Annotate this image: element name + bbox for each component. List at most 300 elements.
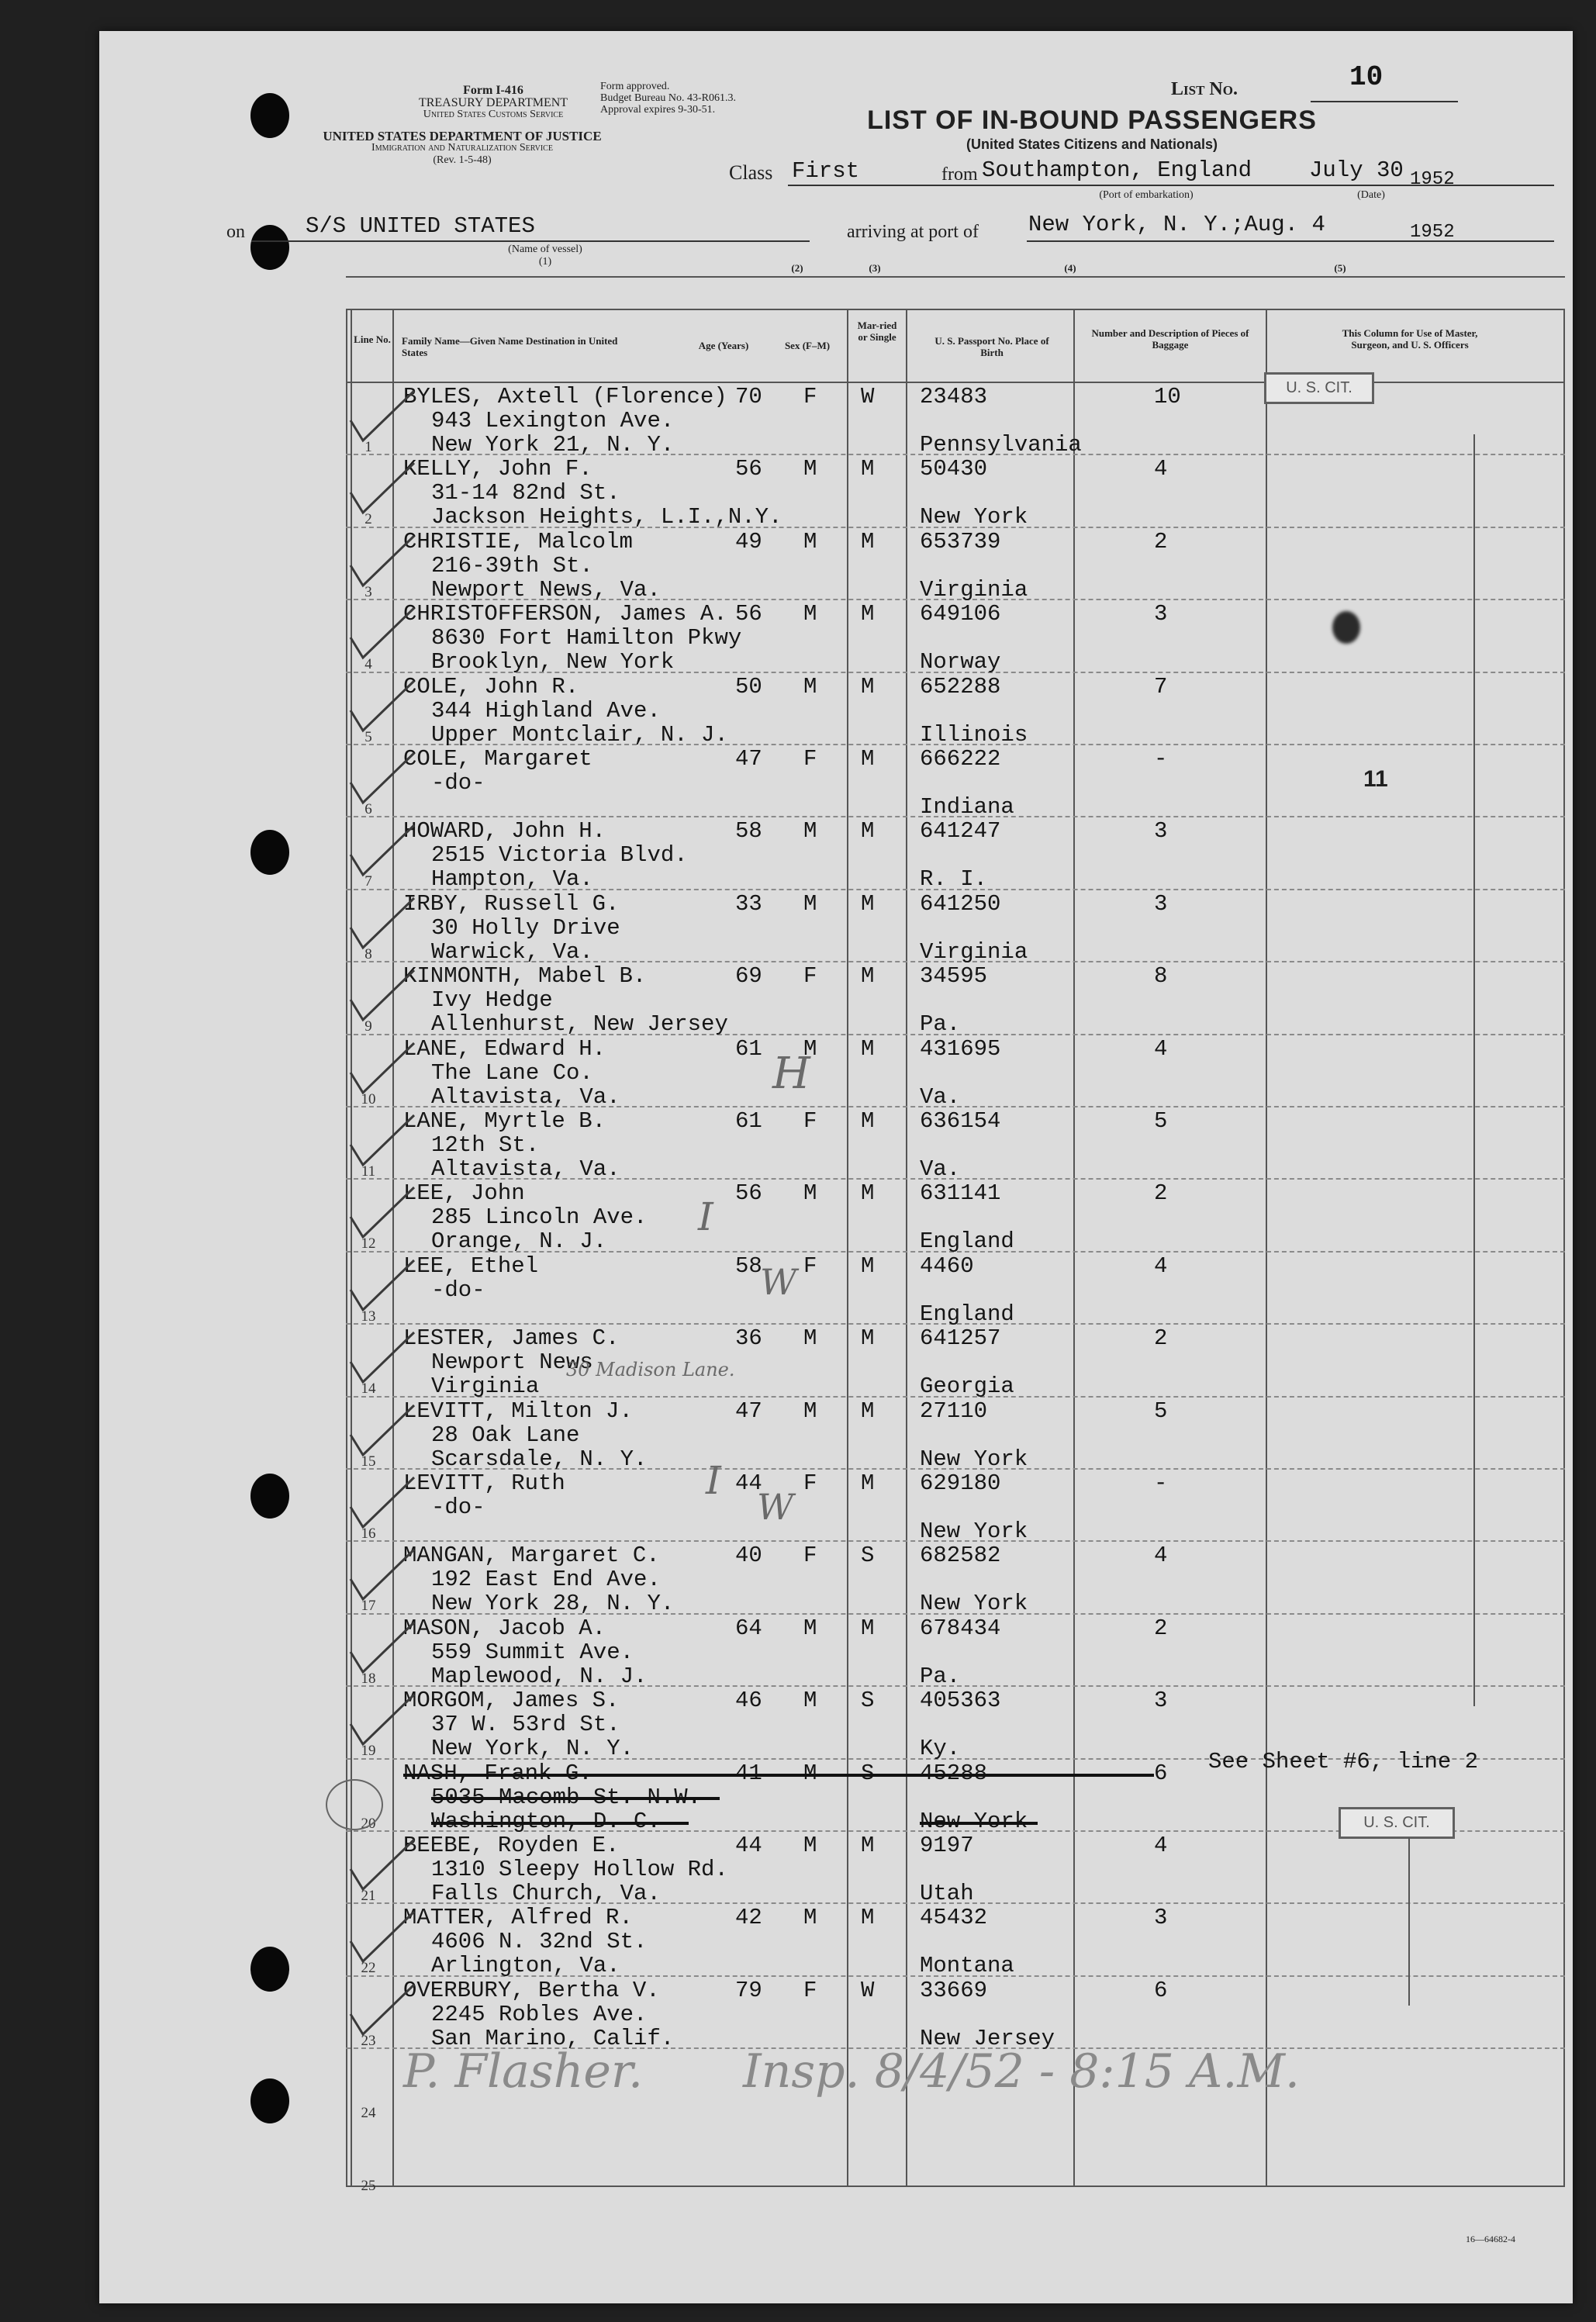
baggage-count: 10 xyxy=(1154,384,1181,409)
line-20-circle xyxy=(326,1779,383,1830)
address-line-2: Newport News, Va. xyxy=(431,576,661,603)
port-of-embarkation: Southampton, England xyxy=(982,157,1252,183)
address-line-1: 12th St. xyxy=(431,1132,540,1158)
checkmark-icon xyxy=(347,1404,417,1458)
passenger-sex: M xyxy=(803,456,817,482)
address-line-2: Arlington, Va. xyxy=(431,1953,620,1979)
arriving-label: arriving at port of xyxy=(847,222,979,242)
baggage-count: 3 xyxy=(1154,601,1168,627)
passenger-age: 56 xyxy=(735,601,762,627)
passenger-name: MORGOM, James S. xyxy=(403,1688,620,1714)
passport-number: 652288 xyxy=(920,673,1001,700)
inspection-timestamp: Insp. 8/4/52 - 8:15 A.M. xyxy=(743,2044,1300,2099)
marital-status: M xyxy=(861,1035,875,1062)
on-label: on xyxy=(226,222,245,242)
marital-status: M xyxy=(861,1180,875,1207)
passenger-sex: M xyxy=(803,890,817,917)
address-line-1: 192 East End Ave. xyxy=(431,1567,661,1593)
passenger-name: NASH, Frank G. xyxy=(403,1760,592,1786)
line-number: 7 xyxy=(364,873,372,890)
vessel-underline xyxy=(251,240,810,242)
stamp-guide-line xyxy=(1473,434,1475,1706)
passenger-sex: F xyxy=(803,1108,817,1134)
address-line-2: Maplewood, N. J. xyxy=(431,1663,648,1689)
see-sheet-note: See Sheet #6, line 2 xyxy=(1208,1749,1479,1774)
margin-mark: H xyxy=(772,1049,810,1099)
inspector-signature: P. Flasher. xyxy=(403,2044,644,2099)
us-citizen-stamp: U. S. CIT. xyxy=(1339,1807,1455,1839)
passenger-sex: F xyxy=(803,746,817,772)
address-line-2: New York, N. Y. xyxy=(431,1736,634,1762)
passenger-sex: M xyxy=(803,1905,817,1931)
arrival-underline xyxy=(1027,240,1554,242)
address-line-2: San Marino, Calif. xyxy=(431,2025,675,2051)
passenger-sex: M xyxy=(803,1688,817,1714)
col-number-4: (4) xyxy=(1064,262,1076,274)
passenger-age: 69 xyxy=(735,963,762,990)
passenger-sex: M xyxy=(803,528,817,555)
print-code: 16—64682-4 xyxy=(1466,2234,1515,2244)
passenger-name: CHRISTIE, Malcolm xyxy=(403,528,633,555)
approval-line: Approval expires 9-30-51. xyxy=(600,104,716,116)
place-of-birth: New York xyxy=(920,1591,1028,1617)
place-of-birth: R. I. xyxy=(920,866,988,893)
address-line-2: Brooklyn, New York xyxy=(431,649,675,676)
table-top-border xyxy=(346,276,1565,278)
place-of-birth: New York xyxy=(920,1519,1028,1544)
passenger-name: BYLES, Axtell (Florence) xyxy=(403,384,727,409)
baggage-count: 3 xyxy=(1154,1905,1168,1931)
marital-status: M xyxy=(861,1108,875,1134)
marital-status: M xyxy=(861,746,875,772)
us-citizen-stamp: U. S. CIT. xyxy=(1264,372,1374,404)
passport-number: 631141 xyxy=(920,1180,1001,1207)
header-line-no: Line No. xyxy=(354,333,391,345)
marital-status: M xyxy=(861,1253,875,1279)
passenger-sex: F xyxy=(803,384,817,409)
passport-number: 33669 xyxy=(920,1977,988,2003)
approval-line: Form approved. xyxy=(600,81,670,92)
passenger-age: 47 xyxy=(735,746,762,772)
passenger-age: 33 xyxy=(735,890,762,917)
passport-number: 636154 xyxy=(920,1108,1001,1134)
passport-number: 405363 xyxy=(920,1688,1001,1714)
justice-dept: UNITED STATES DEPARTMENT OF JUSTICE xyxy=(323,129,602,143)
checkmark-icon xyxy=(347,534,417,589)
baggage-count: 2 xyxy=(1154,1180,1168,1207)
place-of-birth: New Jersey xyxy=(920,2025,1055,2051)
header-baggage: Number and Description of Pieces of Baggage xyxy=(1091,327,1249,351)
page-subtitle: (United States Citizens and Nationals) xyxy=(966,136,1218,152)
passenger-sex: M xyxy=(803,1615,817,1641)
passenger-name: MASON, Jacob A. xyxy=(403,1615,606,1641)
passenger-name: LANE, Edward H. xyxy=(403,1035,606,1062)
address-line-2: Allenhurst, New Jersey xyxy=(431,1011,728,1038)
address-line-2: Falls Church, Va. xyxy=(431,1881,661,1906)
passenger-sex: M xyxy=(803,1398,817,1424)
list-no-underline xyxy=(1311,101,1458,102)
ins-service: Immigration and Naturalization Service xyxy=(371,142,553,154)
col-number-3: (3) xyxy=(869,262,881,274)
passport-number: 50430 xyxy=(920,456,988,482)
passport-number: 649106 xyxy=(920,601,1001,627)
place-of-birth: Pa. xyxy=(920,1011,961,1038)
marital-status: M xyxy=(861,1470,875,1496)
arrival-port-date: New York, N. Y.;Aug. 4 xyxy=(1028,212,1325,237)
passenger-age: 56 xyxy=(735,456,762,482)
baggage-count: 4 xyxy=(1154,1543,1168,1569)
checkmark-icon xyxy=(347,1186,417,1240)
passenger-age: 41 xyxy=(735,1760,762,1786)
checkmark-icon xyxy=(347,1621,417,1675)
line-number: 3 xyxy=(364,583,372,600)
from-underline xyxy=(980,185,1554,186)
header-age: Age (Years) xyxy=(698,340,749,351)
passport-number: 653739 xyxy=(920,528,1001,555)
address-line-2: Virginia xyxy=(431,1374,540,1400)
address-line-1: 2245 Robles Ave. xyxy=(431,2001,648,2027)
approval-line: Budget Bureau No. 43-R061.3. xyxy=(600,92,736,104)
passenger-sex: F xyxy=(803,1543,817,1569)
passenger-age: 79 xyxy=(735,1977,762,2003)
checkmark-icon xyxy=(347,1331,417,1385)
passenger-age: 49 xyxy=(735,528,762,555)
passport-number: 45432 xyxy=(920,1905,988,1931)
line-number: 13 xyxy=(361,1308,376,1325)
line-number: 1 xyxy=(364,439,372,455)
embarkation-year: 1952 xyxy=(1410,169,1455,190)
line-number: 9 xyxy=(364,1018,372,1035)
place-of-birth: Indiana xyxy=(920,794,1014,820)
baggage-count: 6 xyxy=(1154,1977,1168,2003)
strikethrough-line xyxy=(431,1822,689,1825)
col-number-2: (2) xyxy=(791,262,803,274)
passenger-age: 56 xyxy=(735,1180,762,1207)
baggage-count: - xyxy=(1154,1470,1168,1496)
punch-hole xyxy=(250,1474,289,1519)
marital-status: W xyxy=(861,384,875,409)
table-header-top xyxy=(346,309,1565,310)
table-bottom-border xyxy=(346,2186,1565,2187)
passenger-name: LANE, Myrtle B. xyxy=(403,1108,606,1134)
passenger-sex: M xyxy=(803,1035,817,1062)
marital-status: M xyxy=(861,1398,875,1424)
passenger-age: 70 xyxy=(735,384,762,409)
baggage-count: 4 xyxy=(1154,1035,1168,1062)
address-line-1: 1310 Sleepy Hollow Rd. xyxy=(431,1857,728,1882)
baggage-count: 2 xyxy=(1154,1615,1168,1641)
place-of-birth: England xyxy=(920,1228,1014,1255)
vessel-col-number: (1) xyxy=(538,256,552,268)
passenger-age: 40 xyxy=(735,1543,762,1569)
punch-hole xyxy=(250,225,289,270)
baggage-count: 5 xyxy=(1154,1398,1168,1424)
line-number: 20 xyxy=(361,1815,376,1832)
line-number: 10 xyxy=(361,1090,376,1107)
marital-status: M xyxy=(861,890,875,917)
marital-status: M xyxy=(861,818,875,845)
line-number: 25 xyxy=(361,2177,376,2194)
passenger-sex: F xyxy=(803,1253,817,1279)
baggage-count: 3 xyxy=(1154,818,1168,845)
address-line-1: 2515 Victoria Blvd. xyxy=(431,842,688,869)
customs-service: United States Customs Service xyxy=(423,109,564,120)
passenger-name: COLE, Margaret xyxy=(403,746,592,772)
address-line-1: 559 Summit Ave. xyxy=(431,1639,634,1665)
place-of-birth: New York xyxy=(920,504,1028,530)
address-line-1: 5035 Macomb St. N.W. xyxy=(431,1784,702,1810)
passport-number: 666222 xyxy=(920,746,1001,772)
passenger-name: LEE, Ethel xyxy=(403,1253,539,1279)
embarkation-date: July 30 xyxy=(1309,157,1404,183)
checkmark-icon xyxy=(347,389,417,444)
place-of-birth: Va. xyxy=(920,1083,961,1110)
strikethrough-line xyxy=(920,1822,1038,1825)
address-line-1: -do- xyxy=(431,1277,485,1303)
strikethrough-line xyxy=(431,1797,720,1800)
line-number: 6 xyxy=(364,801,372,817)
place-of-birth: Utah xyxy=(920,1881,974,1906)
table-header-bottom xyxy=(346,382,1565,383)
address-line-1: 31-14 82nd St. xyxy=(431,480,620,506)
address-line-2: New York 28, N. Y. xyxy=(431,1591,675,1617)
address-line-2: Orange, N. J. xyxy=(431,1228,607,1255)
address-line-1: 4606 N. 32nd St. xyxy=(431,1929,648,1955)
line-number: 11 xyxy=(361,1163,376,1180)
baggage-count: 8 xyxy=(1154,963,1168,990)
address-line-1: 28 Oak Lane xyxy=(431,1422,580,1448)
address-line-1: 344 Highland Ave. xyxy=(431,697,661,724)
passport-number: 23483 xyxy=(920,384,988,409)
place-of-birth: Norway xyxy=(920,649,1001,676)
punch-hole xyxy=(250,2078,289,2123)
checkmark-icon xyxy=(347,1259,417,1313)
line-number: 16 xyxy=(361,1526,376,1542)
address-line-2: Upper Montclair, N. J. xyxy=(431,721,728,748)
margin-mark: I xyxy=(698,1194,713,1239)
marital-status: M xyxy=(861,456,875,482)
passport-number: 629180 xyxy=(920,1470,1001,1496)
checkmark-icon xyxy=(347,1838,417,1892)
address-line-1: -do- xyxy=(431,1494,485,1520)
passport-number: 34595 xyxy=(920,963,988,990)
passenger-name: KELLY, John F. xyxy=(403,456,592,482)
marital-status: M xyxy=(861,601,875,627)
marital-status: W xyxy=(861,1977,875,2003)
baggage-count: - xyxy=(1154,746,1168,772)
from-label: from xyxy=(941,164,978,185)
baggage-count: 4 xyxy=(1154,456,1168,482)
form-number: Form I-416 xyxy=(463,84,523,97)
passenger-sex: M xyxy=(803,673,817,700)
passport-number: 9197 xyxy=(920,1833,974,1858)
place-of-birth: Ky. xyxy=(920,1736,961,1762)
line-number: 17 xyxy=(361,1598,376,1615)
line-number: 4 xyxy=(364,656,372,673)
baggage-count: 5 xyxy=(1154,1108,1168,1134)
col-number-5: (5) xyxy=(1334,262,1346,274)
marital-status: M xyxy=(861,1833,875,1858)
passport-number: 431695 xyxy=(920,1035,1001,1062)
passenger-age: 58 xyxy=(735,818,762,845)
vessel-caption: (Name of vessel) xyxy=(508,244,582,255)
checkmark-icon xyxy=(347,606,417,661)
address-line-2: Altavista, Va. xyxy=(431,1156,620,1182)
passenger-age: 47 xyxy=(735,1398,762,1424)
passenger-age: 46 xyxy=(735,1688,762,1714)
line-number: 2 xyxy=(364,511,372,528)
passenger-age: 61 xyxy=(735,1035,762,1062)
passenger-age: 50 xyxy=(735,673,762,700)
checkmark-icon xyxy=(347,679,417,734)
passenger-name: COLE, John R. xyxy=(403,673,579,700)
marital-status: M xyxy=(861,963,875,990)
passenger-name: BEEBE, Royden E. xyxy=(403,1833,620,1858)
passenger-sex: M xyxy=(803,818,817,845)
address-line-2: Warwick, Va. xyxy=(431,938,593,965)
address-line-1: Newport News xyxy=(431,1349,593,1376)
line-number: 22 xyxy=(361,1960,376,1977)
address-line-1: Ivy Hedge xyxy=(431,987,553,1014)
passenger-age: 44 xyxy=(735,1833,762,1858)
checkmark-icon xyxy=(347,1983,417,2037)
date-caption: (Date) xyxy=(1357,189,1385,201)
checkmark-icon xyxy=(347,752,417,806)
passenger-age: 61 xyxy=(735,1108,762,1134)
ink-blot xyxy=(1332,611,1360,644)
header-officers: This Column for Use of Master, Surgeon, and U. S. Officers xyxy=(1342,327,1478,351)
passenger-sex: F xyxy=(803,1470,817,1496)
passenger-age: 58 xyxy=(735,1253,762,1279)
address-line-2: New York 21, N. Y. xyxy=(431,432,675,458)
line-number: 19 xyxy=(361,1743,376,1760)
passenger-name: KINMONTH, Mabel B. xyxy=(403,963,647,990)
passport-number: 27110 xyxy=(920,1398,988,1424)
checkmark-icon xyxy=(347,1910,417,1964)
place-of-birth: Georgia xyxy=(920,1374,1014,1400)
place-of-birth: Montana xyxy=(920,1953,1014,1979)
marital-status: M xyxy=(861,1615,875,1641)
header-passport: U. S. Passport No. Place of Birth xyxy=(934,335,1049,358)
passenger-name: CHRISTOFFERSON, James A. xyxy=(403,601,727,627)
passenger-sex: M xyxy=(803,1833,817,1858)
address-line-1: 37 W. 53rd St. xyxy=(431,1712,620,1738)
line-number: 15 xyxy=(361,1453,376,1470)
address-line-2: Jackson Heights, L.I.,N.Y. xyxy=(431,504,782,530)
page-reference-number: 11 xyxy=(1363,766,1388,792)
place-of-birth: Pa. xyxy=(920,1663,961,1689)
checkmark-icon xyxy=(347,1548,417,1602)
passenger-sex: F xyxy=(803,963,817,990)
form-revision: (Rev. 1-5-48) xyxy=(433,154,492,166)
address-line-1: 8630 Fort Hamilton Pkwy xyxy=(431,625,742,651)
place-of-birth: Illinois xyxy=(920,721,1028,748)
passenger-age: 42 xyxy=(735,1905,762,1931)
checkmark-icon xyxy=(347,897,417,951)
line-number: 5 xyxy=(364,728,372,745)
passenger-sex: M xyxy=(803,1325,817,1352)
place-of-birth: Pennsylvania xyxy=(920,432,1082,458)
passport-number: 641247 xyxy=(920,818,1001,845)
marital-status: S xyxy=(861,1688,875,1714)
punch-hole xyxy=(250,830,289,875)
passport-number: 678434 xyxy=(920,1615,1001,1641)
line-number: 24 xyxy=(361,2105,376,2122)
margin-mark: W xyxy=(757,1486,794,1528)
marital-status: M xyxy=(861,1905,875,1931)
marital-status: S xyxy=(861,1760,875,1786)
treasury-dept: TREASURY DEPARTMENT xyxy=(418,96,568,109)
passport-number: 641250 xyxy=(920,890,1001,917)
checkmark-icon xyxy=(347,1114,417,1168)
header-name-destination: Family Name—Given Name Destination in United States xyxy=(402,335,618,358)
arrival-year: 1952 xyxy=(1410,222,1455,243)
place-of-birth: New York xyxy=(920,1808,1028,1834)
passenger-name: LEVITT, Milton J. xyxy=(403,1398,633,1424)
address-line-2: Altavista, Va. xyxy=(431,1083,620,1110)
passenger-sex: M xyxy=(803,1180,817,1207)
address-line-1: 216-39th St. xyxy=(431,552,593,579)
passport-number: 641257 xyxy=(920,1325,1001,1352)
list-no-label: List No. xyxy=(1171,79,1238,99)
checkmark-icon xyxy=(347,1476,417,1530)
passport-number: 4460 xyxy=(920,1253,974,1279)
passenger-name: LEVITT, Ruth xyxy=(403,1470,565,1496)
baggage-count: 2 xyxy=(1154,528,1168,555)
marital-status: S xyxy=(861,1543,875,1569)
passenger-manifest-page xyxy=(99,31,1573,2303)
line-number: 12 xyxy=(361,1235,376,1253)
vessel-name: S/S UNITED STATES xyxy=(306,213,535,239)
passenger-name: MATTER, Alfred R. xyxy=(403,1905,633,1931)
handwritten-address: 30 Madison Lane. xyxy=(566,1359,735,1380)
address-line-1: 943 Lexington Ave. xyxy=(431,408,675,434)
passenger-name: HOWARD, John H. xyxy=(403,818,606,845)
baggage-count: 4 xyxy=(1154,1253,1168,1279)
baggage-count: 2 xyxy=(1154,1325,1168,1352)
passenger-name: MANGAN, Margaret C. xyxy=(403,1543,660,1569)
class-label: Class xyxy=(729,161,773,184)
passport-number: 45288 xyxy=(920,1760,988,1786)
address-line-2: Hampton, Va. xyxy=(431,866,593,893)
baggage-count: 3 xyxy=(1154,890,1168,917)
address-line-2: Scarsdale, N. Y. xyxy=(431,1446,648,1472)
marital-status: M xyxy=(861,528,875,555)
checkmark-icon xyxy=(347,824,417,878)
passenger-age: 36 xyxy=(735,1325,762,1352)
passport-number: 682582 xyxy=(920,1543,1001,1569)
margin-mark: I xyxy=(706,1458,721,1503)
place-of-birth: Virginia xyxy=(920,938,1028,965)
address-line-2: Washington, D. C. xyxy=(431,1808,661,1834)
line-number: 18 xyxy=(361,1670,376,1687)
passenger-name: OVERBURY, Bertha V. xyxy=(403,1977,660,2003)
passenger-name: LESTER, James C. xyxy=(403,1325,620,1352)
marital-status: M xyxy=(861,1325,875,1352)
passenger-age: 44 xyxy=(735,1470,762,1496)
place-of-birth: New York xyxy=(920,1446,1028,1472)
address-line-1: 30 Holly Drive xyxy=(431,914,620,941)
line-number: 21 xyxy=(361,1888,376,1904)
passenger-name: LEE, John xyxy=(403,1180,525,1207)
passenger-sex: M xyxy=(803,601,817,627)
passenger-sex: F xyxy=(803,1977,817,2003)
passenger-name: IRBY, Russell G. xyxy=(403,890,620,917)
strikethrough-line xyxy=(403,1774,1154,1777)
port-caption: (Port of embarkation) xyxy=(1099,189,1194,201)
baggage-count: 6 xyxy=(1154,1760,1168,1786)
address-line-1: -do- xyxy=(431,770,485,796)
